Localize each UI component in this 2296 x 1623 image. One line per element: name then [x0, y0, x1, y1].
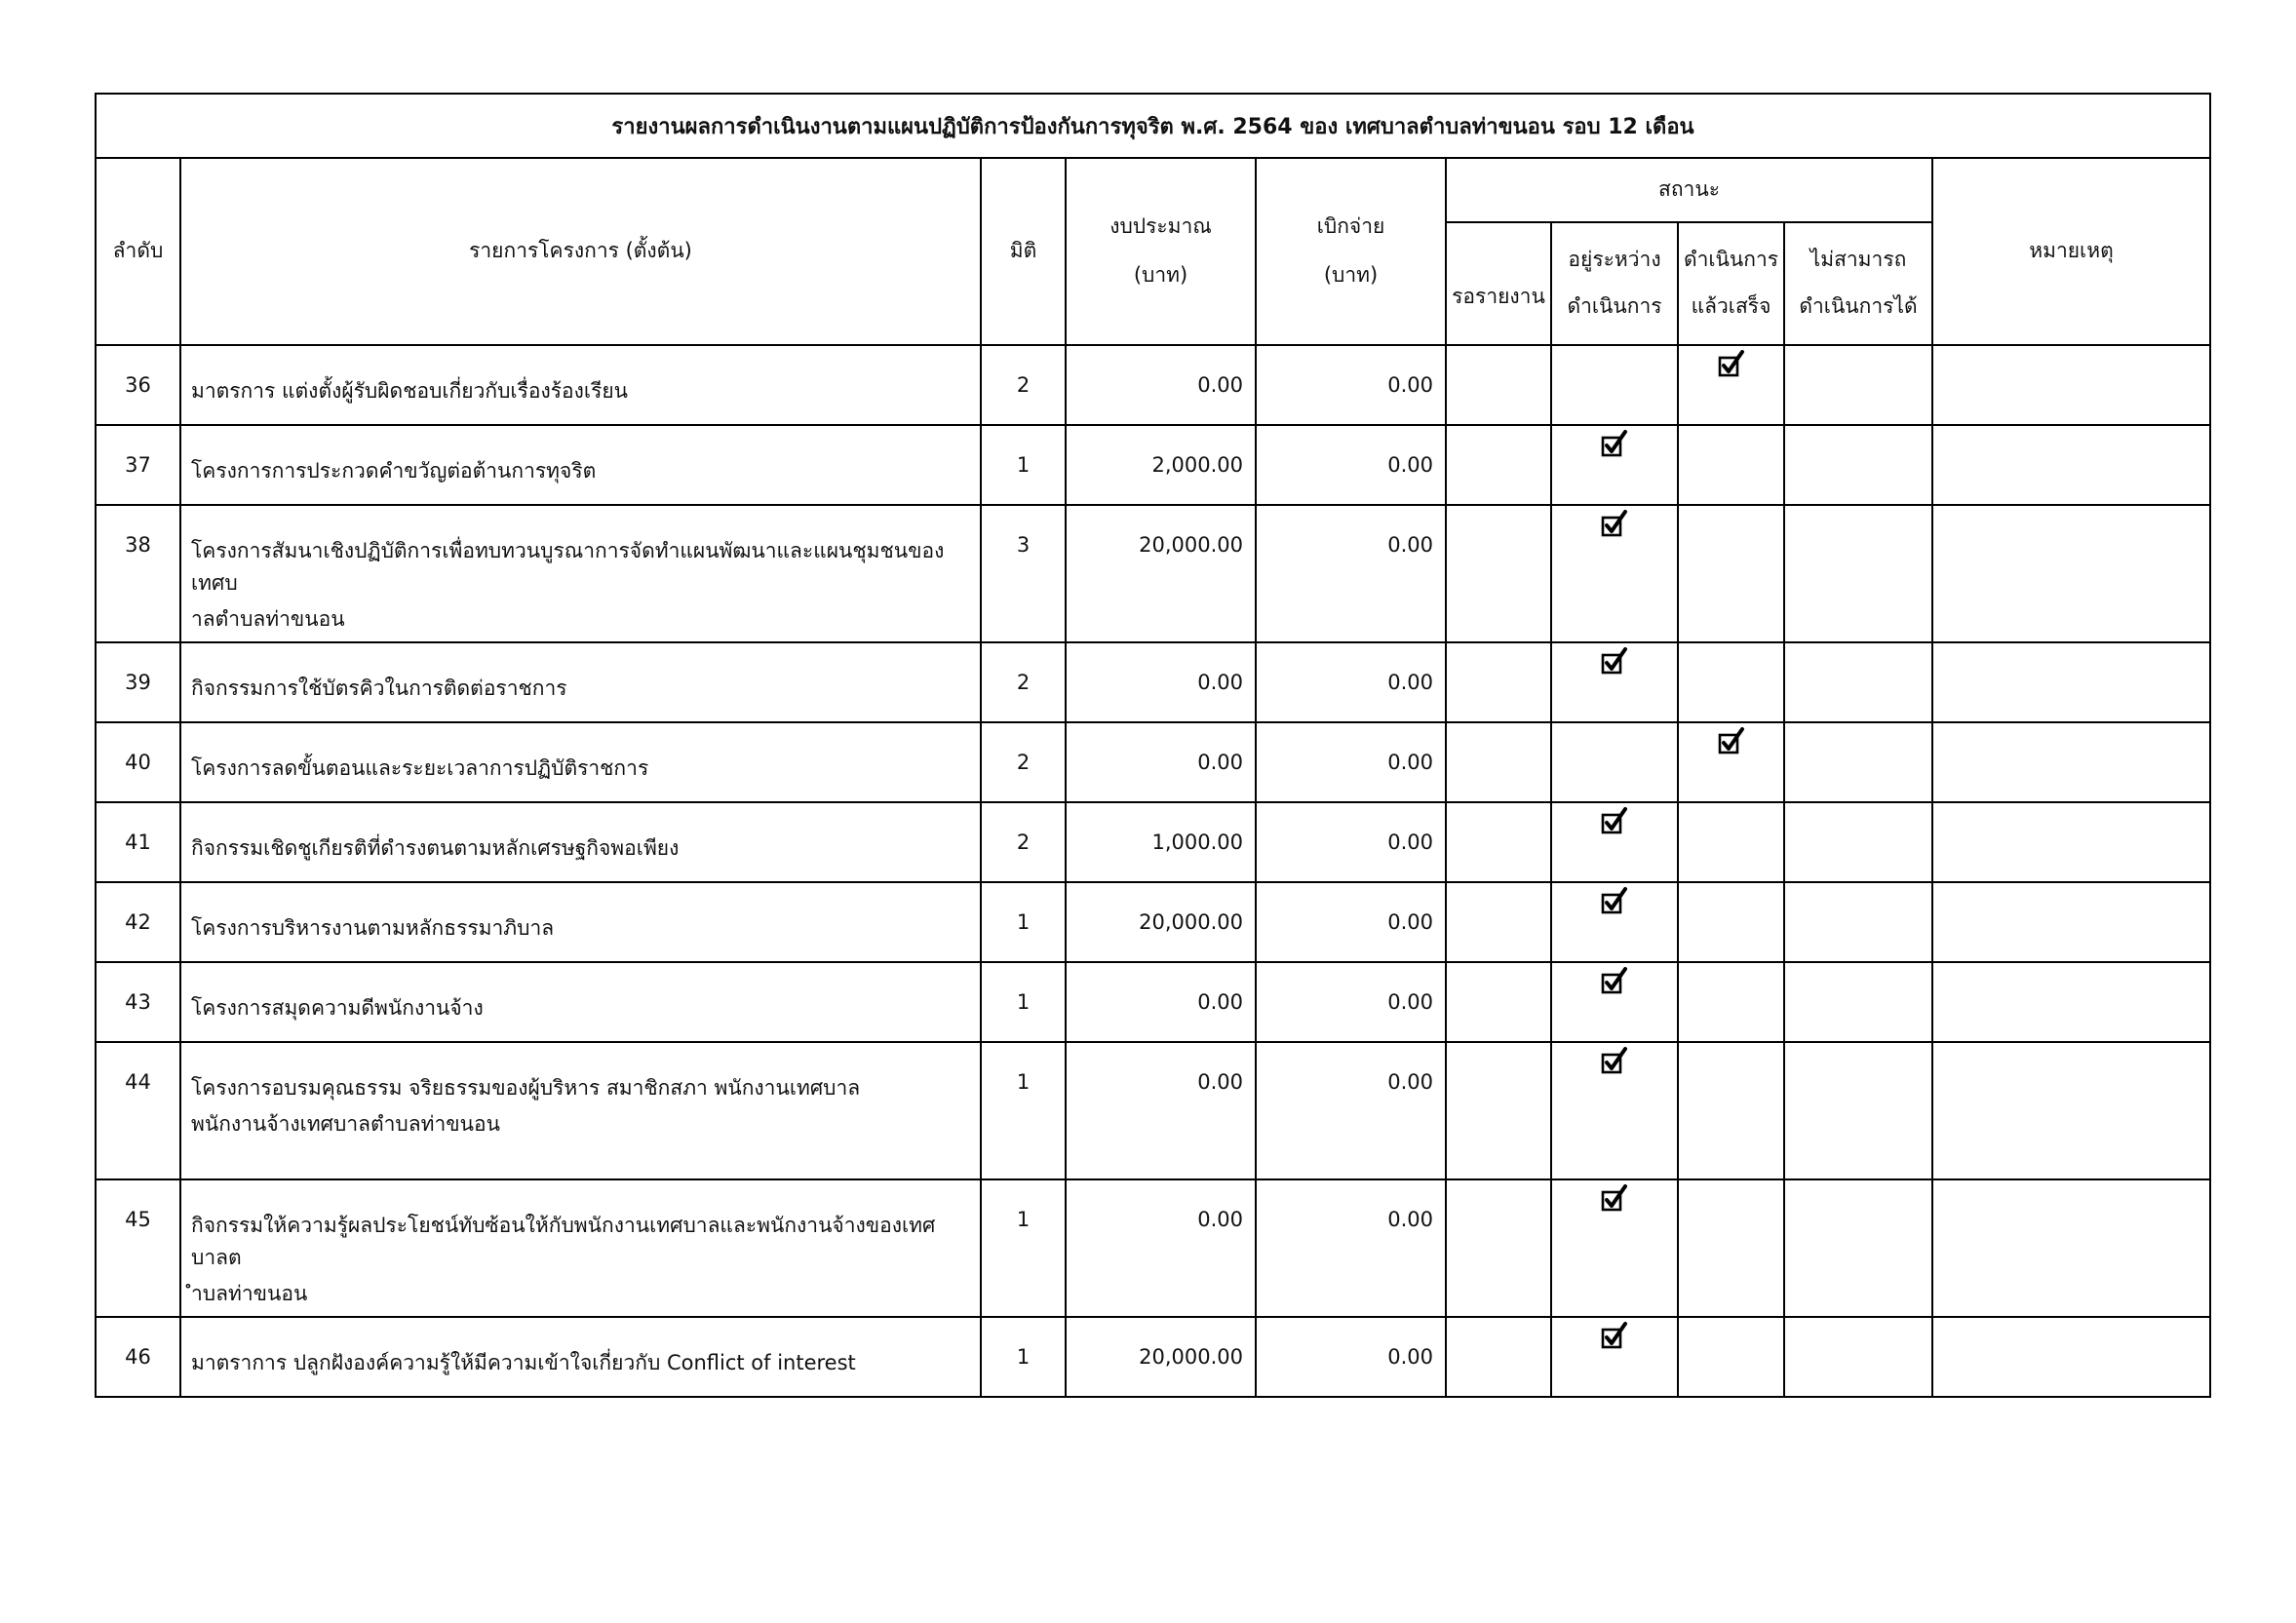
budget-value: 0.00	[1066, 962, 1256, 1042]
budget-value: 20,000.00	[1066, 1317, 1256, 1397]
project-name-line: โครงการลดขั้นตอนและระยะเวลาการปฏิบัติราชการ	[191, 756, 649, 780]
remark-cell	[1932, 505, 2210, 642]
checkbox-checked-icon	[1601, 1184, 1628, 1214]
status-cell-progress	[1551, 722, 1678, 802]
dimension-value: 1	[981, 882, 1066, 962]
status-cell-progress	[1551, 1317, 1678, 1397]
dimension-value: 2	[981, 345, 1066, 425]
status-cell-wait	[1446, 882, 1551, 962]
header-spent-line2: (บาท)	[1323, 263, 1379, 287]
project-name-line: ำบลท่าขนอน	[191, 1282, 308, 1305]
status-cell-wait	[1446, 425, 1551, 505]
status-cell-fail	[1784, 1317, 1932, 1397]
dimension-value: 1	[981, 1042, 1066, 1179]
header-dimension: มิติ	[981, 158, 1066, 345]
report-title: รายงานผลการดำเนินงานตามแผนปฏิบัติการป้องกันการทุจริต พ.ศ. 2564 ของ เทศบาลตำบลท่าขนอน รอบ 12 เดือน	[96, 94, 2210, 158]
remark-cell	[1932, 1042, 2210, 1179]
header-budget-line1: งบประมาณ	[1109, 214, 1212, 239]
status-cell-progress	[1551, 1042, 1678, 1179]
spent-value: 0.00	[1256, 505, 1446, 642]
spent-value: 0.00	[1256, 1317, 1446, 1397]
remark-cell	[1932, 882, 2210, 962]
spent-value: 0.00	[1256, 642, 1446, 722]
status-cell-wait	[1446, 1179, 1551, 1317]
budget-value: 0.00	[1066, 722, 1256, 802]
table-row	[96, 505, 2210, 642]
dimension-value: 1	[981, 962, 1066, 1042]
project-name	[180, 425, 981, 505]
status-cell-progress	[1551, 882, 1678, 962]
status-cell-done	[1678, 1042, 1784, 1179]
status-cell-progress	[1551, 962, 1678, 1042]
status-cell-progress	[1551, 345, 1678, 425]
remark-cell	[1932, 722, 2210, 802]
table-row	[96, 345, 2210, 425]
row-number: 37	[96, 425, 180, 505]
spent-value: 0.00	[1256, 962, 1446, 1042]
status-cell-progress	[1551, 642, 1678, 722]
status-cell-wait	[1446, 962, 1551, 1042]
table-row	[96, 962, 2210, 1042]
header-status-progress	[1551, 222, 1678, 345]
spent-value: 0.00	[1256, 345, 1446, 425]
table-row	[96, 1042, 2210, 1179]
status-cell-progress	[1551, 802, 1678, 882]
project-name-line: กิจกรรมให้ความรู้ผลประโยชน์ทับซ้อนให้กับพนักงานเทศบาลและพนักงานจ้างของเทศบาลต	[191, 1214, 936, 1269]
remark-cell	[1932, 345, 2210, 425]
remark-cell	[1932, 962, 2210, 1042]
project-name-line: าลตำบลท่าขนอน	[191, 607, 345, 631]
table-row	[96, 882, 2210, 962]
row-number: 44	[96, 1042, 180, 1179]
budget-value: 0.00	[1066, 642, 1256, 722]
budget-value: 20,000.00	[1066, 505, 1256, 642]
header-budget	[1066, 158, 1256, 345]
status-cell-progress	[1551, 1179, 1678, 1317]
project-name-line: มาตรการ แต่งตั้งผู้รับผิดชอบเกี่ยวกับเรื่องร้องเรียน	[191, 379, 629, 403]
header-status-done	[1678, 222, 1784, 345]
status-cell-progress	[1551, 425, 1678, 505]
project-name-line: โครงการสัมนาเชิงปฏิบัติการเพื่อทบทวนบูรณาการจัดทำแผนพัฒนาและแผนชุมชนของเทศบ	[191, 539, 945, 595]
status-cell-done	[1678, 345, 1784, 425]
header-budget-line2: (บาท)	[1133, 263, 1188, 287]
row-number: 40	[96, 722, 180, 802]
status-cell-fail	[1784, 722, 1932, 802]
table-row	[96, 1317, 2210, 1397]
checkbox-checked-icon	[1601, 1322, 1628, 1351]
status-cell-fail	[1784, 1042, 1932, 1179]
checkbox-checked-icon	[1718, 727, 1745, 756]
project-name	[180, 1042, 981, 1179]
project-name	[180, 802, 981, 882]
row-number: 46	[96, 1317, 180, 1397]
dimension-value: 2	[981, 802, 1066, 882]
spent-value: 0.00	[1256, 802, 1446, 882]
dimension-value: 1	[981, 1179, 1066, 1317]
row-number: 42	[96, 882, 180, 962]
status-cell-wait	[1446, 1317, 1551, 1397]
dimension-value: 2	[981, 642, 1066, 722]
project-name	[180, 1179, 981, 1317]
remark-cell	[1932, 1179, 2210, 1317]
remark-cell	[1932, 1317, 2210, 1397]
header-spent	[1256, 158, 1446, 345]
checkbox-checked-icon	[1601, 510, 1628, 539]
checkbox-checked-icon	[1601, 967, 1628, 996]
budget-value: 0.00	[1066, 345, 1256, 425]
budget-value: 20,000.00	[1066, 882, 1256, 962]
checkbox-checked-icon	[1718, 350, 1745, 379]
header-status-progress-line1: อยู่ระหว่าง	[1568, 248, 1661, 272]
remark-cell	[1932, 802, 2210, 882]
status-cell-fail	[1784, 882, 1932, 962]
status-cell-wait	[1446, 505, 1551, 642]
header-status-wait: รอรายงาน	[1446, 222, 1551, 345]
project-name-line: โครงการบริหารงานตามหลักธรรมาภิบาล	[191, 916, 555, 940]
checkbox-checked-icon	[1601, 647, 1628, 676]
status-cell-wait	[1446, 642, 1551, 722]
row-number: 45	[96, 1179, 180, 1317]
budget-value: 1,000.00	[1066, 802, 1256, 882]
dimension-value: 1	[981, 1317, 1066, 1397]
status-cell-done	[1678, 425, 1784, 505]
budget-value: 2,000.00	[1066, 425, 1256, 505]
project-name	[180, 722, 981, 802]
status-cell-done	[1678, 1179, 1784, 1317]
header-status-done-line2: แล้วเสร็จ	[1691, 294, 1771, 318]
project-name-line: พนักงานจ้างเทศบาลตำบลท่าขนอน	[191, 1112, 500, 1136]
header-status-progress-line2: ดำเนินการ	[1567, 294, 1662, 318]
header-no: ลำดับ	[96, 158, 180, 345]
header-status: สถานะ	[1446, 158, 1932, 222]
status-cell-wait	[1446, 1042, 1551, 1179]
row-number: 39	[96, 642, 180, 722]
status-cell-fail	[1784, 345, 1932, 425]
remark-cell	[1932, 642, 2210, 722]
checkbox-checked-icon	[1601, 887, 1628, 916]
dimension-value: 2	[981, 722, 1066, 802]
table-row	[96, 802, 2210, 882]
spent-value: 0.00	[1256, 1179, 1446, 1317]
project-name-line: โครงการการประกวดคำขวัญต่อต้านการทุจริต	[191, 459, 597, 483]
header-spent-line1: เบิกจ่าย	[1316, 214, 1385, 239]
header-status-fail	[1784, 222, 1932, 345]
status-cell-done	[1678, 1317, 1784, 1397]
status-cell-done	[1678, 505, 1784, 642]
dimension-value: 3	[981, 505, 1066, 642]
header-status-fail-line2: ดำเนินการได้	[1799, 294, 1918, 318]
project-name	[180, 1317, 981, 1397]
header-project: รายการโครงการ (ตั้งต้น)	[180, 158, 981, 345]
project-name	[180, 642, 981, 722]
budget-value: 0.00	[1066, 1179, 1256, 1317]
status-cell-fail	[1784, 505, 1932, 642]
project-name	[180, 962, 981, 1042]
checkbox-checked-icon	[1601, 430, 1628, 459]
table-row	[96, 642, 2210, 722]
status-cell-done	[1678, 802, 1784, 882]
project-name	[180, 882, 981, 962]
project-name	[180, 505, 981, 642]
checkbox-checked-icon	[1601, 1047, 1628, 1076]
spent-value: 0.00	[1256, 722, 1446, 802]
status-cell-fail	[1784, 642, 1932, 722]
project-name	[180, 345, 981, 425]
spent-value: 0.00	[1256, 882, 1446, 962]
project-name-line: กิจกรรมการใช้บัตรคิวในการติดต่อราชการ	[191, 676, 567, 700]
table-row	[96, 1179, 2210, 1317]
status-cell-wait	[1446, 345, 1551, 425]
header-status-done-line1: ดำเนินการ	[1683, 248, 1779, 272]
row-number: 41	[96, 802, 180, 882]
row-number: 38	[96, 505, 180, 642]
dimension-value: 1	[981, 425, 1066, 505]
spent-value: 0.00	[1256, 425, 1446, 505]
header-remark: หมายเหตุ	[1932, 158, 2210, 345]
remark-cell	[1932, 425, 2210, 505]
status-cell-done	[1678, 642, 1784, 722]
status-cell-fail	[1784, 425, 1932, 505]
project-name-line: โครงการอบรมคุณธรรม จริยธรรมของผู้บริหาร สมาชิกสภา พนักงานเทศบาล	[191, 1076, 861, 1100]
status-cell-done	[1678, 962, 1784, 1042]
status-cell-fail	[1784, 1179, 1932, 1317]
table-row	[96, 722, 2210, 802]
table-row	[96, 425, 2210, 505]
table-body	[96, 345, 2210, 1397]
status-cell-wait	[1446, 722, 1551, 802]
project-name-line: โครงการสมุดความดีพนักงานจ้าง	[191, 996, 484, 1020]
row-number: 36	[96, 345, 180, 425]
header-status-fail-line1: ไม่สามารถ	[1810, 248, 1907, 272]
report-table	[95, 93, 2211, 1398]
project-name-line: มาตราการ ปลูกฝังองค์ความรู้ให้มีความเข้าใจเกี่ยวกับ Conflict of interest	[191, 1351, 856, 1374]
status-cell-fail	[1784, 802, 1932, 882]
status-cell-done	[1678, 882, 1784, 962]
status-cell-progress	[1551, 505, 1678, 642]
checkbox-checked-icon	[1601, 807, 1628, 836]
row-number: 43	[96, 962, 180, 1042]
project-name-line: กิจกรรมเชิดชูเกียรติที่ดำรงตนตามหลักเศรษฐกิจพอเพียง	[191, 836, 680, 860]
spent-value: 0.00	[1256, 1042, 1446, 1179]
budget-value: 0.00	[1066, 1042, 1256, 1179]
status-cell-done	[1678, 722, 1784, 802]
status-cell-wait	[1446, 802, 1551, 882]
status-cell-fail	[1784, 962, 1932, 1042]
